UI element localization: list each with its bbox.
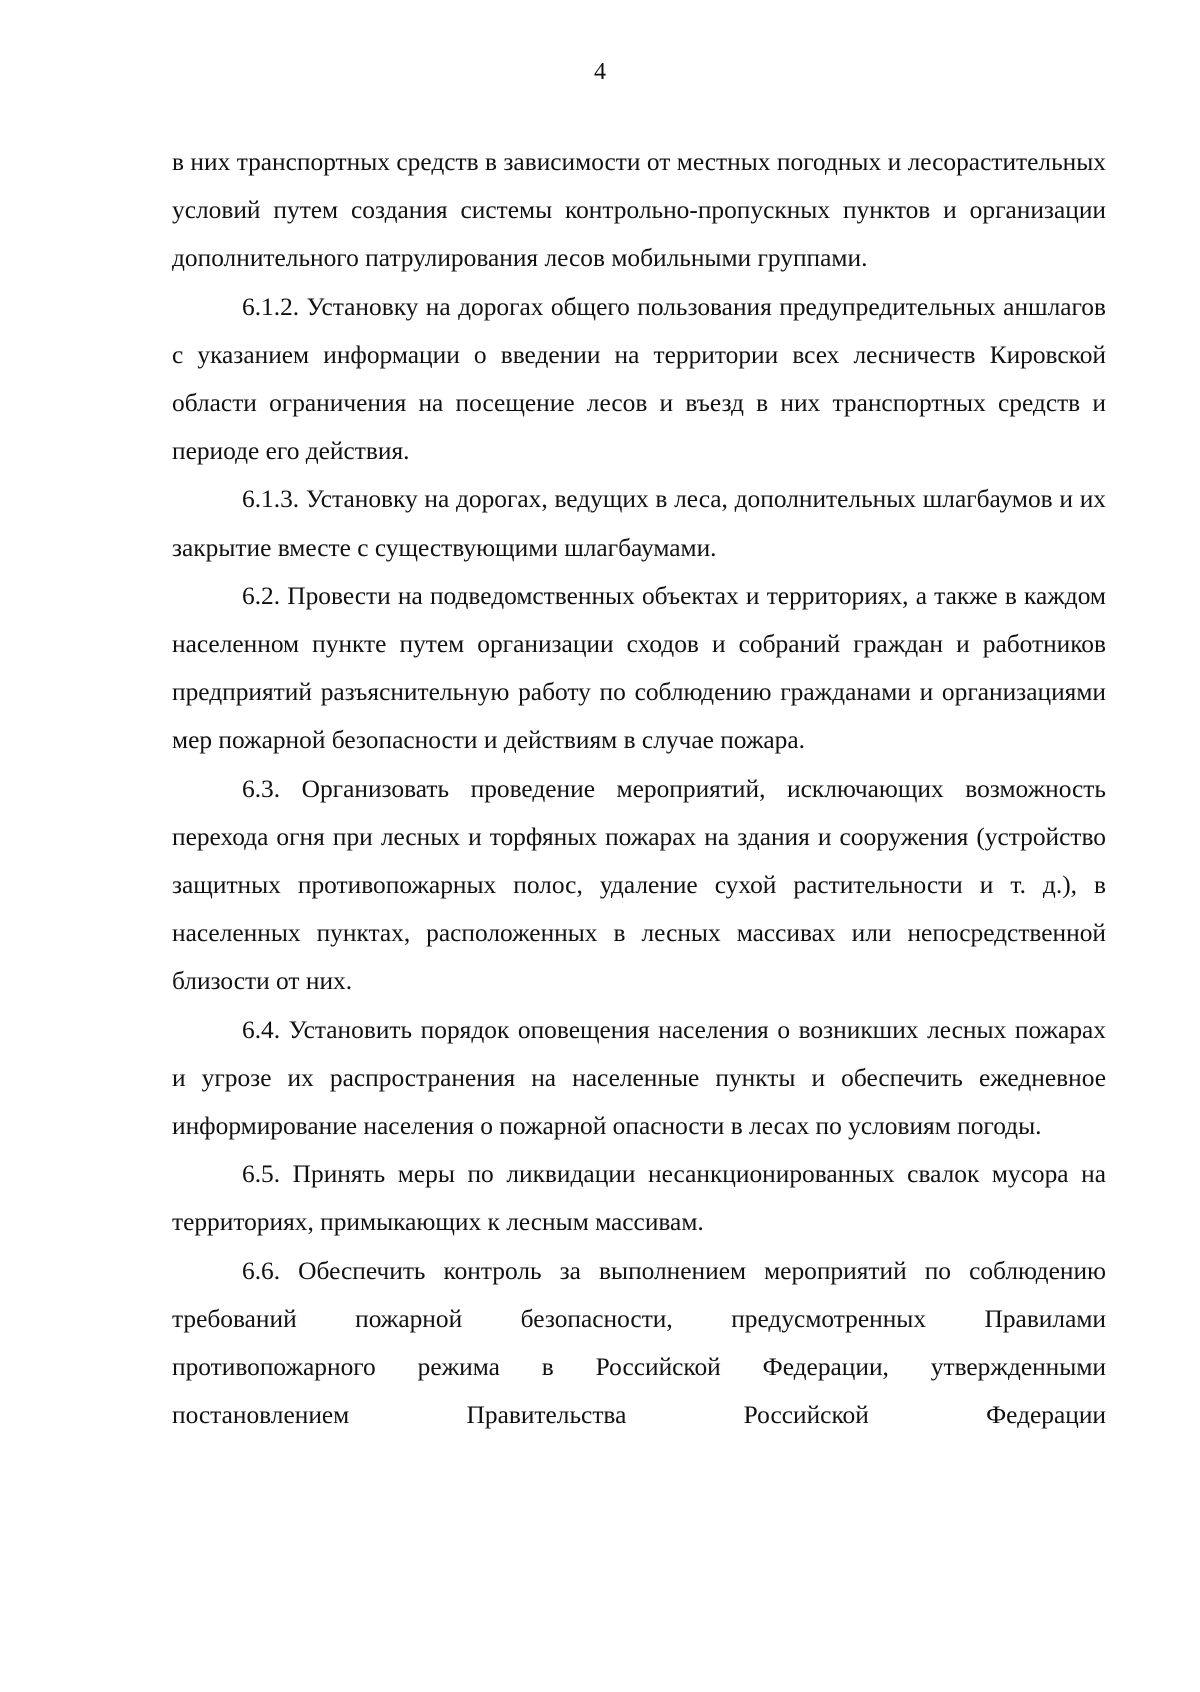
paragraph-continuation: в них транспортных средств в зависимости от местных погодных и лесорастительных условий путем создания системы контрольно-пропускных пунктов и организации дополнительного патрулирования лесов мобильными группами. (172, 148, 1106, 273)
paragraph-6-1-2: 6.1.2. Установку на дорогах общего пользования предупредительных аншлагов с указанием информации о введении на территории всех лесничеств Кировской области ограничения на посещение лесов и въезд в них транспортных средств и периоде его действия. (172, 292, 1106, 466)
paragraph-6-6: 6.6. Обеспечить контроль за выполнением мероприятий по соблюдению требований пожарной безопасности, предусмотренных Правилами противопожарного режима в Российской Федерации, утвержденными постановлением Правительства Российской Федерации (172, 1256, 1106, 1430)
paragraph-6-5: 6.5. Принять меры по ликвидации несанкционированных свалок мусора на территориях, примыкающих к лесным массивам. (172, 1160, 1106, 1237)
paragraph-6-1-3: 6.1.3. Установку на дорогах, ведущих в леса, дополнительных шлагбаумов и их закрытие вместе с существующими шлагбаумами. (172, 485, 1106, 562)
paragraph-6-4: 6.4. Установить порядок оповещения населения о возникших лесных пожарах и угрозе их распространения на населенные пункты и обеспечить ежедневное информирование населения о пожарной опасности в лесах по условиям погоды. (172, 1015, 1106, 1141)
paragraph-6-3: 6.3. Организовать проведение мероприятий, исключающих возможность перехода огня при лесных и торфяных пожарах на здания и сооружения (устройство защитных противопожарных полос, удаление сухой растительности и т. д.), в населенных пунктах, расположенных в лесных массивах или непосредственной близости от них. (172, 774, 1106, 996)
document-body (172, 138, 1106, 1439)
page-number: 4 (594, 59, 606, 85)
paragraph-6-2: 6.2. Провести на подведомственных объектах и территориях, а также в каждом населенном пункте путем организации сходов и собраний граждан и работников предприятий разъяснительную работу по соблюдению гражданами и организациями мер пожарной безопасности и действиям в случае пожара. (172, 581, 1106, 755)
